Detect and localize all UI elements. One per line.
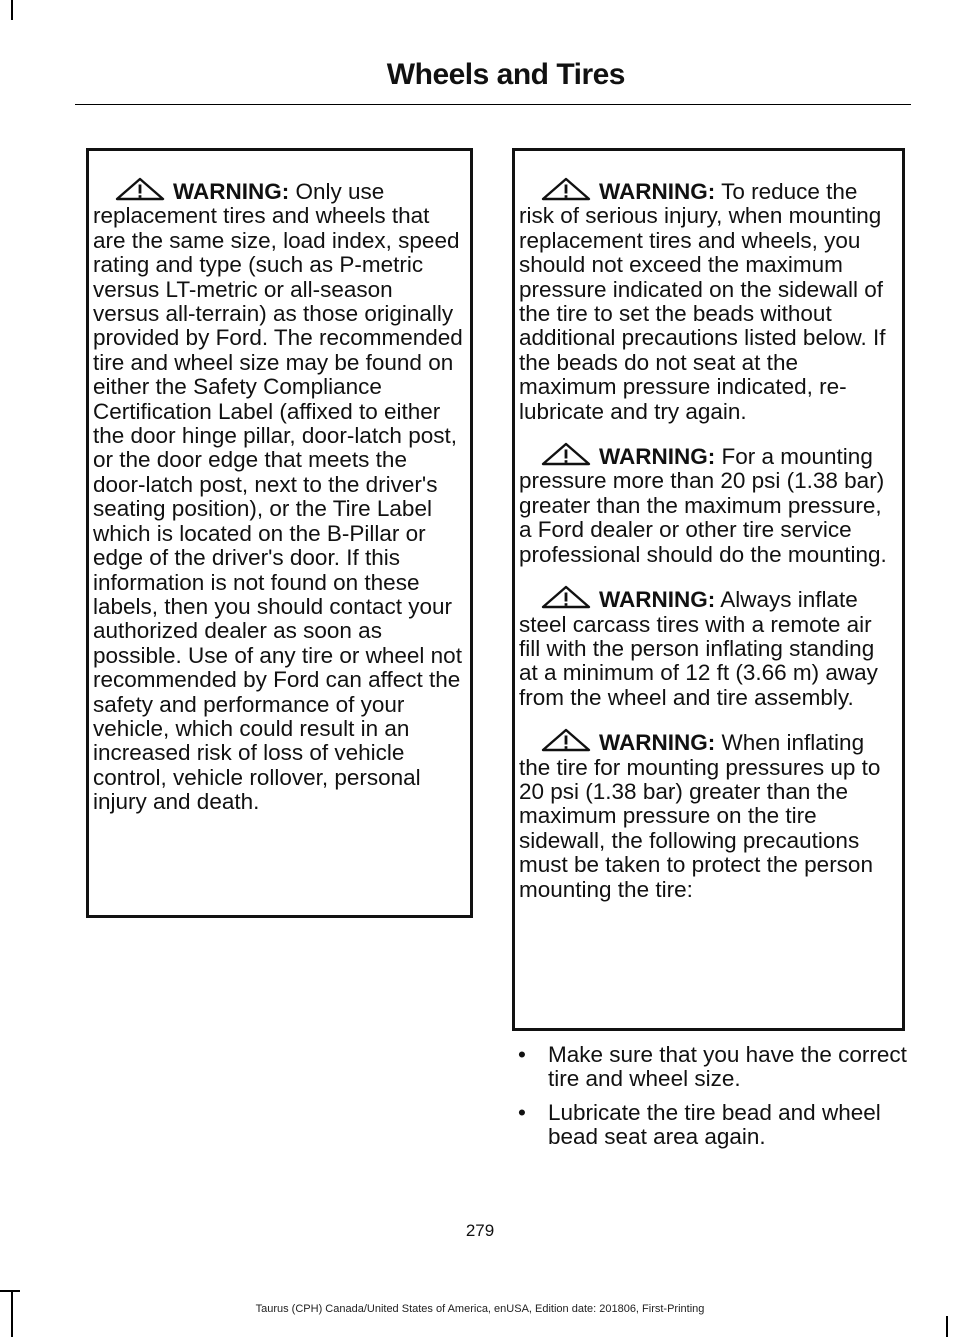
crop-mark xyxy=(946,1316,948,1337)
warning-paragraph xyxy=(93,177,464,815)
warning-text: Only use replacement tires and wheels that are the same size, load index, speed rating and type (such as P-metric versus LT-metric or all-season versus all-terrain) as those originally provided by Ford. The recommended tire and wheel size may be found on either the Safety Compliance Certification Label (affixed to either the door hinge pillar, door-latch post, or the door edge that meets the door-latch post, next to the driver's seating position), or the Tire Label which is located on the B-Pillar or edge of the driver's door. If this information is not found on these labels, then you should contact your authorized dealer as soon as possible. Use of any tire or wheel not recommended by Ford can affect the safety and performance of your vehicle, which could result in an increased risk of loss of vehicle control, vehicle rollover, personal injury and death. xyxy=(93,179,463,815)
crop-mark xyxy=(0,1290,20,1292)
crop-mark xyxy=(11,0,13,20)
bullet-marker: • xyxy=(518,1099,526,1125)
warning-label: WARNING: xyxy=(599,730,716,756)
list-item-text: Make sure that you have the correct tire and wheel size. xyxy=(548,1042,907,1092)
warning-box-left xyxy=(86,148,473,918)
warning-paragraph xyxy=(519,177,896,424)
warning-text: When inflating the tire for mounting pressures up to 20 psi (1.38 bar) greater than the maximum pressure on the tire sidewall, the following precautions must be taken to protect the person mounting the tire: xyxy=(519,730,881,902)
precaution-list xyxy=(510,1043,910,1159)
warning-box-right xyxy=(512,148,905,1031)
warning-triangle-icon xyxy=(541,442,591,466)
warning-paragraph xyxy=(519,728,896,902)
warning-label: WARNING: xyxy=(173,179,290,204)
warning-triangle-icon xyxy=(115,177,165,201)
warning-label: WARNING: xyxy=(599,587,716,613)
warning-label: WARNING: xyxy=(599,179,716,204)
warning-triangle-icon xyxy=(541,728,591,752)
warning-paragraph xyxy=(519,585,896,710)
warning-box-top-rule xyxy=(512,148,905,151)
list-item-text: Lubricate the tire bead and wheel bead seat area again. xyxy=(548,1099,881,1150)
warning-text: To reduce the risk of serious injury, when mounting replacement tires and wheels, you should not exceed the maximum pressure indicated on the sidewall of the tire to set the beads without additional precautions listed below. If the beads do not seat at the maximum pressure indicated, re-lubricate and try again. xyxy=(519,179,886,424)
warning-paragraph xyxy=(519,442,896,567)
header-divider xyxy=(75,104,911,105)
warning-label: WARNING: xyxy=(599,444,716,470)
warning-triangle-icon xyxy=(541,177,591,201)
page-number: 279 xyxy=(465,1221,495,1240)
warning-box-top-rule xyxy=(86,148,473,151)
warning-text: Always inflate steel carcass tires with a remote air fill with the person inflating standing at a minimum of 12 ft (3.66 m) away from the wheel and tire assembly. xyxy=(519,587,878,710)
list-item xyxy=(510,1101,910,1150)
footer-edition-text: Taurus (CPH) Canada/United States of America, enUSA, Edition date: 201806, First-Printing xyxy=(255,1303,705,1315)
list-item xyxy=(510,1043,910,1092)
warning-triangle-icon xyxy=(541,585,591,609)
bullet-marker: • xyxy=(518,1042,526,1067)
page-title: Wheels and Tires xyxy=(386,58,625,91)
warning-text: For a mounting pressure more than 20 psi (1.38 bar) greater than the maximum pressure, a Ford dealer or other tire service professional should do the mounting. xyxy=(519,444,887,567)
